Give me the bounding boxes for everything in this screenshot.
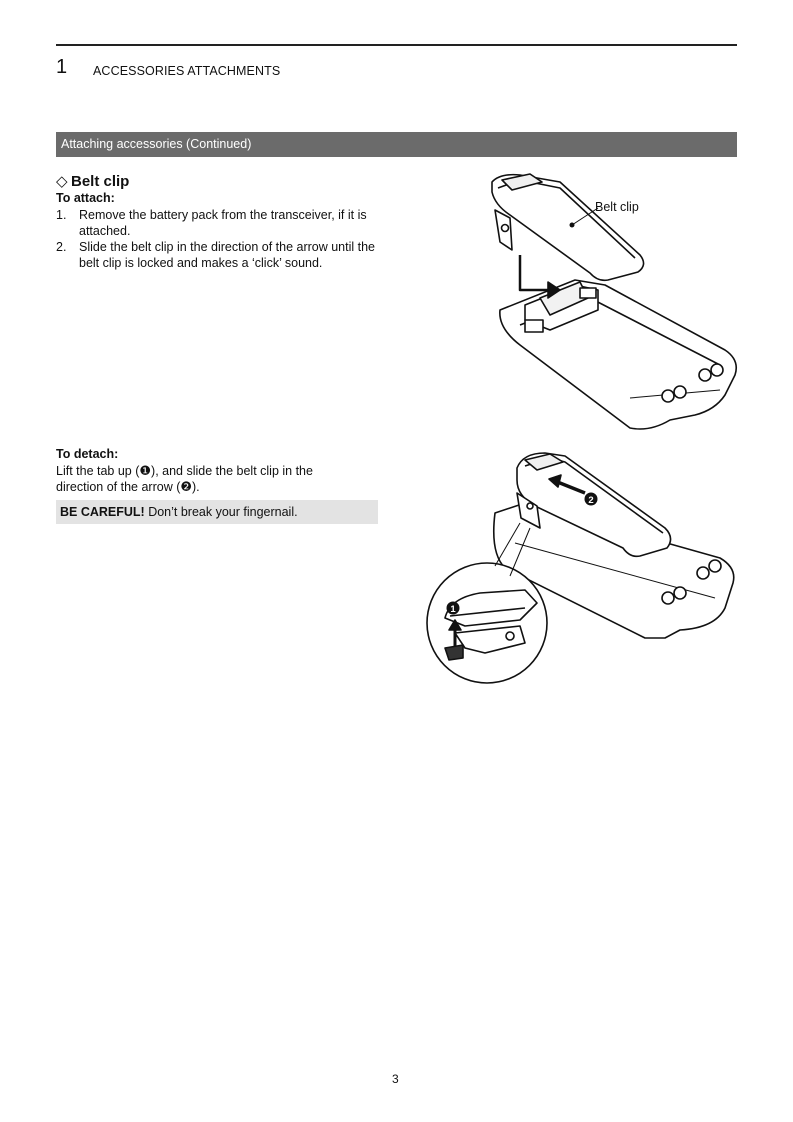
- marker-2: 2: [588, 495, 594, 506]
- caution-note: [56, 500, 378, 524]
- attach-step: [56, 207, 386, 239]
- detach-text-part: Lift the tab up (: [56, 464, 140, 478]
- attach-belt-clip-illustration: [480, 170, 750, 440]
- detach-text-part: ).: [192, 480, 200, 494]
- detach-instructions: [56, 463, 356, 495]
- diamond-icon: ◇: [56, 173, 68, 190]
- step-text: Slide the belt clip in the direction of the arrow until the belt clip is locked and makes a ‘click’ sound.: [79, 240, 376, 270]
- step-1-badge-icon: ❶: [139, 463, 152, 478]
- marker-1: 1: [450, 604, 456, 615]
- section-title-bar: [56, 132, 737, 157]
- detach-belt-clip-illustration: [425, 448, 750, 688]
- belt-clip-shape: [492, 175, 644, 281]
- chapter-title: ACCESSORIES ATTACHMENTS: [93, 64, 281, 78]
- belt-clip-callout: Belt clip: [595, 200, 639, 214]
- page-number: 3: [392, 1072, 399, 1086]
- caution-text: Don’t break your fingernail.: [144, 505, 298, 519]
- attach-subheading: To attach:: [56, 191, 115, 205]
- step-text: Remove the battery pack from the transceiver, if it is attached.: [79, 208, 367, 238]
- section-title: Attaching accessories (Continued): [61, 137, 252, 151]
- step-number: 1.: [56, 208, 67, 222]
- top-rule: [56, 44, 737, 46]
- chapter-number: 1: [56, 56, 68, 78]
- detach-text-part: ), and slide the belt clip in the direction of the arrow (: [56, 464, 313, 494]
- detach-subheading: To detach:: [56, 447, 119, 461]
- heading-text: Belt clip: [71, 173, 130, 190]
- step-2-badge-icon: ❷: [180, 479, 193, 494]
- belt-clip-heading: [56, 172, 129, 190]
- attach-step: [56, 239, 386, 271]
- caution-label: BE CAREFUL!: [60, 505, 145, 519]
- step-number: 2.: [56, 240, 67, 254]
